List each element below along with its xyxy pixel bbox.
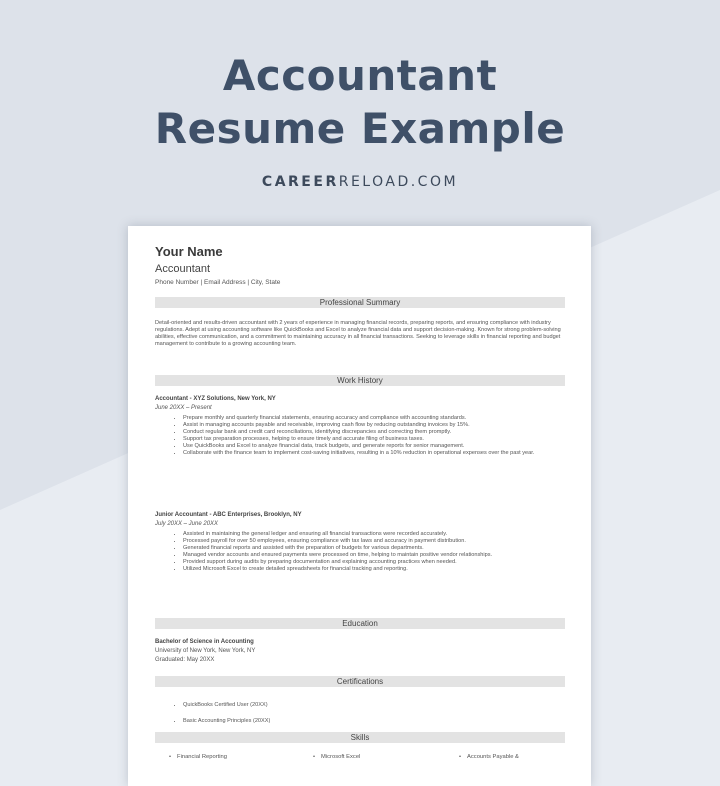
banner-title-line-1: Accountant <box>222 51 498 100</box>
education-school: University of New York, New York, NY <box>155 648 256 654</box>
job-title: Accountant - XYZ Solutions, New York, NY <box>155 396 276 402</box>
skill-item: • Financial Reporting <box>169 754 227 760</box>
list-item: • Provided support during audits by preparing documentation and explaining accounting practices when needed. <box>183 559 565 566</box>
education-graduated: Graduated: May 20XX <box>155 657 215 663</box>
list-item: • Support tax preparation processes, helping to ensure timely and accurate filing of business taxes. <box>183 436 565 443</box>
list-item: • Basic Accounting Principles (20XX) <box>183 713 565 729</box>
list-item: • Utilized Microsoft Excel to create detailed spreadsheets for financial tracking and reporting. <box>183 566 565 573</box>
list-item: • Collaborate with the finance team to implement cost-saving initiatives, resulting in a 10% reduction in operational expenses over the past year. <box>183 450 565 457</box>
job-dates: July 20XX – June 20XX <box>155 521 219 527</box>
resume-page <box>128 226 591 786</box>
site-name-rest: RELOAD.COM <box>338 174 459 190</box>
list-item: • Use QuickBooks and Excel to analyze financial data, track budgets, and generate reports for senior management. <box>183 443 565 450</box>
list-item: • Conduct regular bank and credit card reconciliations, identifying discrepancies and correcting them promptly. <box>183 429 565 436</box>
job-dates: June 20XX – Present <box>155 405 212 411</box>
education-degree: Bachelor of Science in Accounting <box>155 639 254 645</box>
banner-title-line-2: Resume Example <box>154 104 566 153</box>
certification-list <box>155 697 565 729</box>
resume-name: Your Name <box>155 244 223 259</box>
list-item: • Generated financial reports and assisted with the preparation of budgets for various departments. <box>183 545 565 552</box>
section-education: Education <box>155 618 565 629</box>
list-item: • QuickBooks Certified User (20XX) <box>183 697 565 713</box>
resume-contact: Phone Number | Email Address | City, State <box>155 279 281 286</box>
site-name <box>0 174 720 190</box>
section-professional-summary: Professional Summary <box>155 297 565 308</box>
job-title: Junior Accountant - ABC Enterprises, Brooklyn, NY <box>155 512 302 518</box>
skill-item: • Accounts Payable & <box>459 754 519 760</box>
list-item: • Managed vendor accounts and ensured payments were processed on time, helping to maintain positive vendor relationships. <box>183 552 565 559</box>
list-item: • Processed payroll for over 50 employees, ensuring compliance with tax laws and accuracy in payment distribution. <box>183 538 565 545</box>
job-bullets <box>155 415 565 457</box>
summary-text: Detail-oriented and results-driven accountant with 2 years of experience in managing financial records, preparing reports, and ensuring compliance with industry regulations. Adept at using accounting software like QuickBooks and Excel to analyze financial data and support decision-making. Known for strong problem-solving abilities, effective communication, and a commitment to maintaining accuracy in all financial transactions. Seeking to leverage skills in financial reporting and budget management to contribute to a growing accounting team. <box>155 320 561 347</box>
job-bullets <box>155 531 565 573</box>
resume-job-title: Accountant <box>155 263 211 275</box>
list-item: • Prepare monthly and quarterly financial statements, ensuring accuracy and compliance with accounting standards. <box>183 415 565 422</box>
site-name-bold: CAREER <box>261 174 339 190</box>
section-skills: Skills <box>155 732 565 743</box>
section-work-history: Work History <box>155 375 565 386</box>
list-item: • Assisted in maintaining the general ledger and ensuring all financial transactions were recorded accurately. <box>183 531 565 538</box>
skill-item: • Microsoft Excel <box>313 754 360 760</box>
section-certifications: Certifications <box>155 676 565 687</box>
list-item: • Assist in managing accounts payable and receivable, improving cash flow by reducing outstanding invoices by 15%. <box>183 422 565 429</box>
